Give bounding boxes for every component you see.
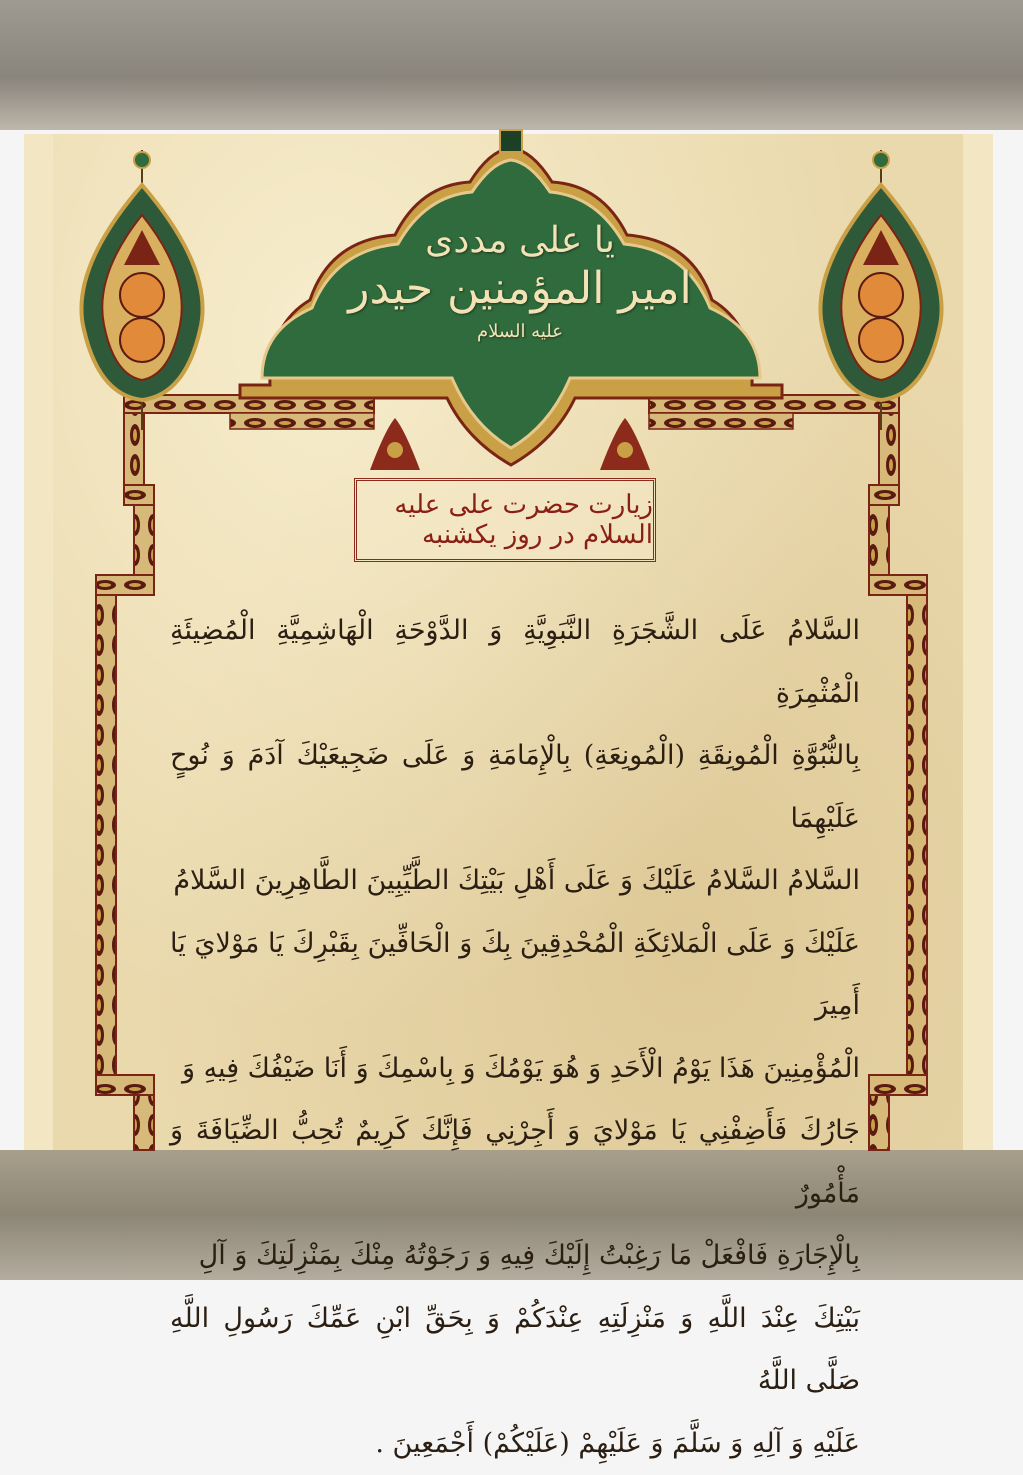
prayer-line: الْمُؤْمِنِينَ هَذَا يَوْمُ الْأَحَدِ وَ هُوَ يَوْمُكَ وَ بِاسْمِكَ وَ أَنَا ضَيْفُكَ فِيهِ وَ xyxy=(170,1038,860,1101)
ziyarat-title-box xyxy=(354,478,656,562)
prayer-line: عَلَيْكَ وَ عَلَى الْمَلائِكَةِ الْمُحْدِقِينَ بِكَ وَ الْحَافِّينَ بِقَبْرِكَ يَا مَوْلايَ يَا أَمِيرَ xyxy=(170,913,860,1038)
prayer-line: السَّلامُ عَلَى الشَّجَرَةِ النَّبَوِيَّةِ وَ الدَّوْحَةِ الْهَاشِمِيَّةِ الْمُضِيئَةِ الْمُثْمِرَةِ xyxy=(170,600,860,725)
frame-right-border xyxy=(869,395,927,1150)
prayer-line: السَّلامُ السَّلامُ عَلَيْكَ وَ عَلَى أَهْلِ بَيْتِكَ الطَّيِّبِينَ الطَّاهِرِينَ السَّلامُ xyxy=(170,850,860,913)
heading-line-2: امیر المؤمنین حیدر xyxy=(348,263,692,315)
prayer-line: بِالنُّبُوَّةِ الْمُونِقَةِ (الْمُونِعَةِ) بِالْإِمَامَةِ وَ عَلَى ضَجِيعَيْكَ آدَمَ وَ نُوحٍ عَلَيْهِمَا xyxy=(170,725,860,850)
prayer-line: جَارُكَ فَأَضِفْنِي يَا مَوْلايَ وَ أَجِرْنِي فَإِنَّكَ كَرِيمٌ تُحِبُّ الضِّيَافَةَ وَ مَأْمُورٌ xyxy=(170,1100,860,1225)
calligraphy-heading xyxy=(310,180,730,380)
floral-tassel-right xyxy=(600,418,650,470)
prayer-line: بِالْإِجَارَةِ فَافْعَلْ مَا رَغِبْتُ إِلَيْكَ فِيهِ وَ رَجَوْتُهُ مِنْكَ بِمَنْزِلَتِكَ وَ آلِ xyxy=(170,1225,860,1288)
floral-tassel-left xyxy=(370,418,420,470)
right-teardrop-ornament xyxy=(820,150,941,430)
prayer-text xyxy=(170,600,860,1475)
ziyarat-title: زیارت حضرت علی علیه السلام در روز یکشنبه xyxy=(357,490,653,550)
prayer-line: عَلَيْهِ وَ آلِهِ وَ سَلَّمَ وَ عَلَيْهِمْ (عَلَيْكُمْ) أَجْمَعِينَ . xyxy=(170,1413,860,1475)
prayer-line: بَيْتِكَ عِنْدَ اللَّهِ وَ مَنْزِلَتِهِ عِنْدَكُمْ وَ بِحَقِّ ابْنِ عَمِّكَ رَسُولِ اللَّهِ صَلَّى اللَّهُ xyxy=(170,1288,860,1413)
heading-line-1: یا علی مددی xyxy=(425,219,615,263)
heading-honorific: علیه السلام xyxy=(477,321,563,342)
frame-left-border xyxy=(96,395,154,1150)
left-teardrop-ornament xyxy=(81,150,202,430)
